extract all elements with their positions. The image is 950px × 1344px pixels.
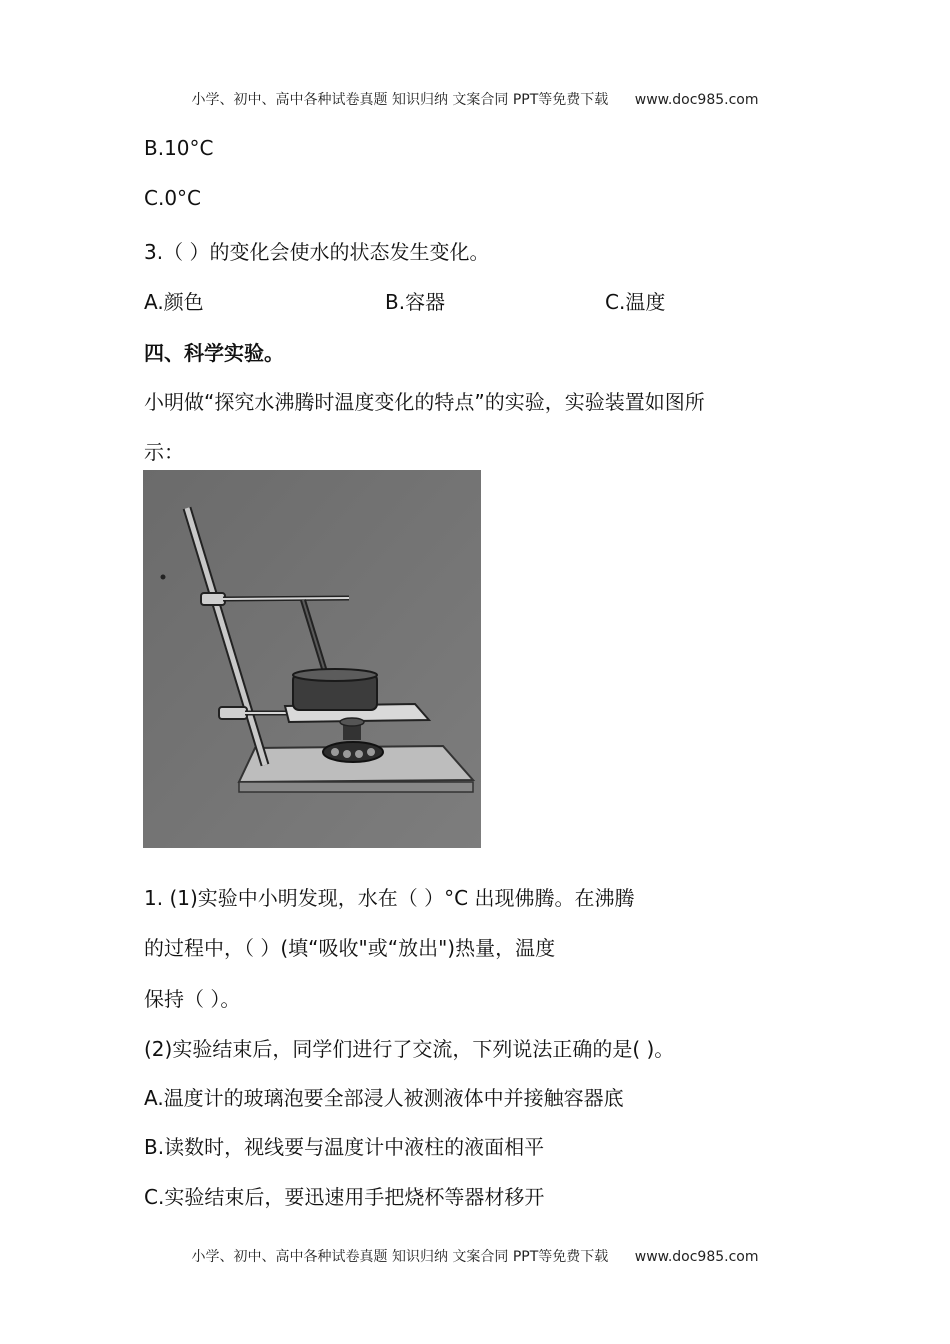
- q3-option-b: B.容器: [385, 290, 446, 314]
- section-intro-line2: 示：: [144, 440, 184, 464]
- header-url[interactable]: www.doc985.com: [634, 92, 759, 108]
- option-c-q2: C.0°C: [144, 186, 202, 210]
- question-3-stem: 3.（ ）的变化会使水的状态发生变化。: [144, 240, 490, 264]
- q1-part2-option-a: A.温度计的玻璃泡要全部浸人被测液体中并接触容器底: [144, 1086, 624, 1110]
- q1-part2-option-b: B.读数时，视线要与温度计中液柱的液面相平: [144, 1135, 545, 1159]
- option-b-q2: B.10°C: [144, 136, 214, 160]
- q3-option-a: A.颜色: [144, 290, 204, 314]
- page-footer: [0, 1246, 950, 1266]
- section-title: 四、科学实验。: [144, 341, 284, 365]
- footer-text: 小学、初中、高中各种试卷真题 知识归纳 文案合同 PPT等免费下载: [191, 1249, 609, 1265]
- lab-apparatus-photo: [143, 470, 481, 848]
- q1-part2-option-c: C.实验结束后，要迅速用手把烧杯等器材移开: [144, 1185, 545, 1209]
- q3-option-c: C.温度: [605, 290, 666, 314]
- q1-part1-line1: 1. (1)实验中小明发现，水在（ ）°C 出现佛腾。在沸腾: [144, 886, 635, 910]
- page-header: [0, 89, 950, 109]
- footer-url[interactable]: www.doc985.com: [634, 1249, 759, 1265]
- section-intro-line1: 小明做“探究水沸腾时温度变化的特点”的实验，实验装置如图所: [144, 390, 705, 414]
- q1-part1-line3: 保持（ ）。: [144, 987, 241, 1011]
- q1-part2-stem: (2)实验结束后，同学们进行了交流，下列说法正确的是( )。: [144, 1037, 675, 1061]
- header-text: 小学、初中、高中各种试卷真题 知识归纳 文案合同 PPT等免费下载: [191, 92, 609, 108]
- q1-part1-line2: 的过程中，（ ）(填“吸收"或“放出")热量，温度: [144, 936, 556, 960]
